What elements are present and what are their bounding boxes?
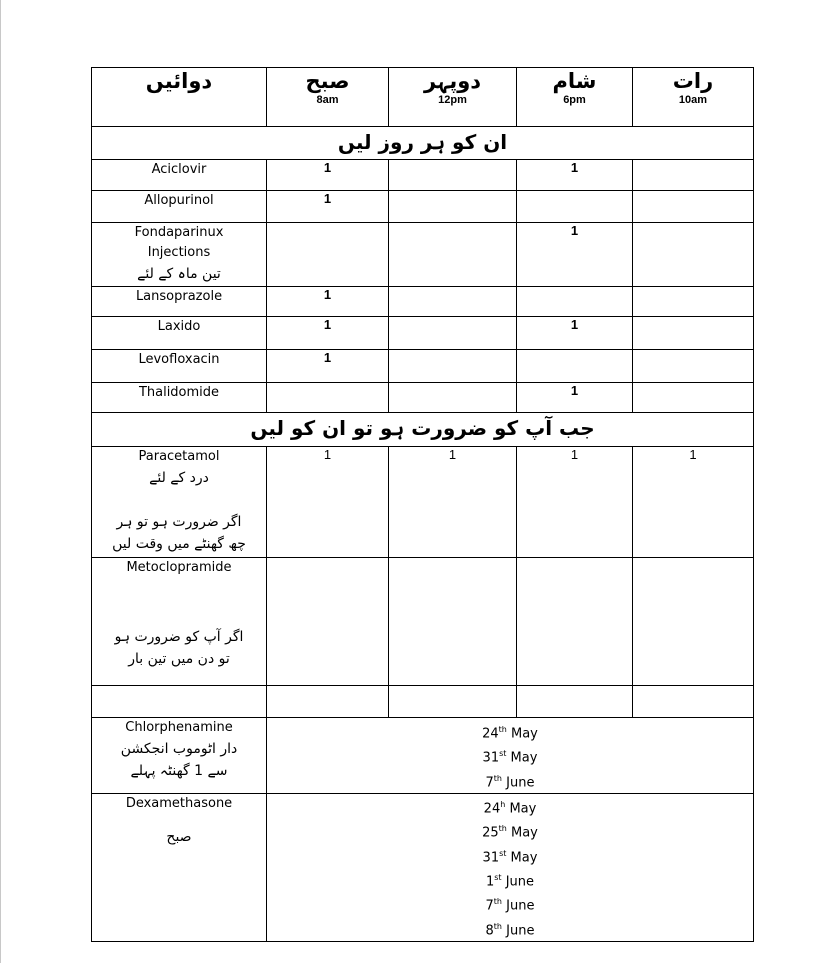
dose-cell: 1: [267, 447, 389, 558]
dose-cell: [267, 383, 389, 413]
dose-cell: [389, 287, 517, 317]
date-item: 24th May: [482, 725, 538, 742]
dose-cell: [389, 223, 517, 287]
dose-cell: 1: [517, 447, 633, 558]
drug-name: Fondaparinux Injections تین ماہ کے لئے: [92, 223, 267, 287]
drug-name: Levofloxacin: [92, 350, 267, 383]
dose-cell: 1: [517, 317, 633, 350]
dose-cell: [389, 160, 517, 191]
date-list: [267, 793, 754, 941]
dose-cell: 1: [267, 350, 389, 383]
drug-name: Thalidomide: [92, 383, 267, 413]
dose-cell: [389, 350, 517, 383]
dose-cell: 1: [517, 160, 633, 191]
page-edge: [0, 0, 1, 963]
table-row: [92, 350, 754, 383]
dose-cell: [389, 317, 517, 350]
header-evening: شام 6pm: [517, 68, 633, 127]
header-noon: دوپہر 12pm: [389, 68, 517, 127]
dose-cell: 1: [267, 191, 389, 223]
drug-note: چھ گھنٹے میں وقت لیں: [112, 536, 246, 552]
drug-name: Lansoprazole: [92, 287, 267, 317]
section-title-as-needed: جب آپ کو ضرورت ہو تو ان کو لیں: [92, 413, 754, 447]
dose-cell: 1: [389, 447, 517, 558]
dose-cell: 1: [633, 447, 754, 558]
header-morning: صبح 8am: [267, 68, 389, 127]
drug-name: Laxido: [92, 317, 267, 350]
dose-cell: [633, 223, 754, 287]
date-item: 1st June: [485, 872, 535, 890]
drug-note: تو دن میں تین بار: [128, 651, 230, 667]
dose-cell: [267, 223, 389, 287]
dose-cell: [633, 383, 754, 413]
header-row: [92, 68, 754, 127]
table-row: [92, 558, 754, 686]
dose-cell: [633, 558, 754, 686]
dose-cell: [267, 558, 389, 686]
section-row-as-needed: [92, 413, 754, 447]
empty-cell: [92, 686, 267, 718]
drug-name: Aciclovir: [92, 160, 267, 191]
drug-note: سے 1 گھنٹہ پہلے: [130, 763, 228, 779]
empty-cell: [517, 686, 633, 718]
medication-chart: [91, 67, 754, 942]
table-row: [92, 317, 754, 350]
table-row: [92, 287, 754, 317]
table-row: [92, 191, 754, 223]
date-item: 8th June: [485, 921, 535, 938]
section-row-daily: [92, 127, 754, 160]
table-row: [92, 223, 754, 287]
dose-cell: 1: [267, 317, 389, 350]
section-title-daily: ان کو ہر روز لیں: [92, 127, 754, 160]
table-row: [92, 718, 754, 794]
date-list: [267, 718, 754, 794]
drug-note: صبح: [166, 828, 192, 845]
dose-cell: 1: [267, 160, 389, 191]
empty-cell: [389, 686, 517, 718]
date-item: 31st May: [482, 749, 538, 766]
table-row: [92, 447, 754, 558]
drug-note: دار اٹوموب انجکشن: [120, 741, 238, 757]
dose-cell: [633, 287, 754, 317]
drug-name: Paracetamol درد کے لئے اگر ضرورت ہو تو ہر چھ گھنٹے میں وقت لیں: [92, 447, 267, 558]
dose-cell: [517, 350, 633, 383]
dose-cell: [389, 558, 517, 686]
dose-cell: 1: [517, 383, 633, 413]
drug-name: Chlorphenamine دار اٹوموب انجکشن سے 1 گھنٹہ پہلے: [92, 718, 267, 794]
dose-cell: 1: [517, 223, 633, 287]
dose-cell: [389, 191, 517, 223]
dose-cell: 1: [267, 287, 389, 317]
drug-note: درد کے لئے: [149, 470, 209, 486]
empty-cell: [633, 686, 754, 718]
dose-cell: [517, 558, 633, 686]
date-item: 24$^h$ May: [483, 799, 537, 817]
table-row: [92, 383, 754, 413]
drug-note: اگر آپ کو ضرورت ہو: [114, 629, 244, 645]
drug-name: Dexamethasone صبح: [92, 793, 267, 941]
header-medicines: دوائیں: [92, 68, 267, 127]
date-item: 7th June: [485, 897, 535, 914]
dose-cell: [517, 191, 633, 223]
dose-cell: [633, 191, 754, 223]
date-item: 7th June: [485, 773, 535, 790]
dose-cell: [389, 383, 517, 413]
dose-cell: [633, 160, 754, 191]
dose-cell: [633, 350, 754, 383]
empty-cell: [267, 686, 389, 718]
table-row: [92, 686, 754, 718]
date-item: 31st May: [482, 848, 538, 865]
drug-name: Metoclopramide اگر آپ کو ضرورت ہو تو دن میں تین بار: [92, 558, 267, 686]
drug-note: تین ماہ کے لئے: [137, 266, 221, 282]
table-row: [92, 793, 754, 941]
drug-note: اگر ضرورت ہو تو ہر: [116, 514, 242, 530]
dose-cell: [633, 317, 754, 350]
header-night: رات 10am: [633, 68, 754, 127]
date-item: 25th May: [482, 824, 538, 841]
drug-name: Allopurinol: [92, 191, 267, 223]
dose-cell: [517, 287, 633, 317]
table-row: [92, 160, 754, 191]
